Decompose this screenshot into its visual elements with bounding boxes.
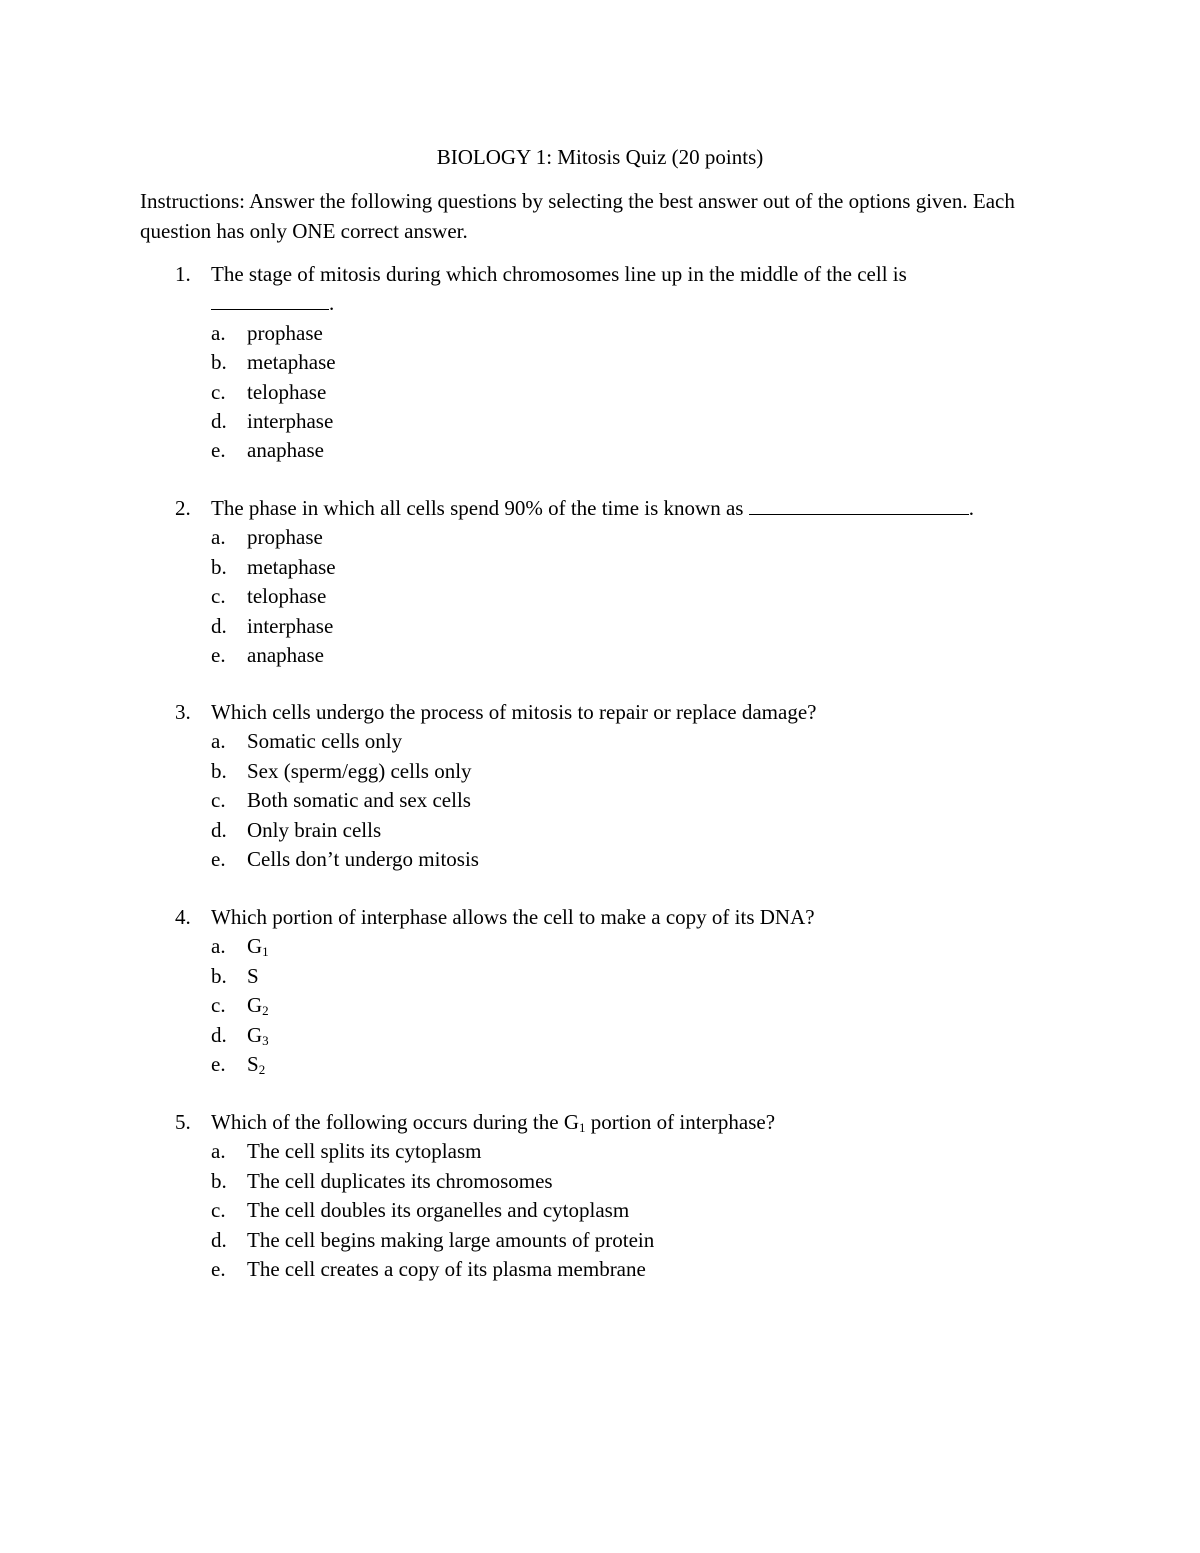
- option-letter: a.: [211, 525, 226, 550]
- option-letter: b.: [211, 350, 227, 375]
- option-text: anaphase: [247, 643, 324, 667]
- option-text: interphase: [247, 409, 334, 433]
- option-text: Only brain cells: [247, 817, 382, 842]
- option-text: anaphase: [247, 438, 324, 463]
- option-text: metaphase: [247, 350, 336, 375]
- question-end-punctuation: .: [968, 496, 974, 520]
- option-text: The cell duplicates its chromosomes: [247, 1168, 553, 1193]
- option-letter: e.: [211, 847, 226, 871]
- option-letter: c.: [211, 788, 226, 813]
- option-text: metaphase: [247, 554, 336, 579]
- question-number: 5.: [175, 1110, 191, 1134]
- question-text: Which portion of interphase allows the cell to make a copy of its DNA?: [211, 905, 815, 929]
- option-letter: b.: [211, 1168, 227, 1193]
- option-subscript: 2: [258, 1062, 266, 1077]
- instructions: Instructions: Answer the following questions by selecting the best answer out of the options given. Each question has only ONE correct answer.: [140, 189, 1015, 243]
- option-text: The cell splits its cytoplasm: [247, 1139, 482, 1164]
- option-letter: b.: [211, 758, 227, 783]
- option-letter: e.: [211, 1257, 226, 1281]
- option-text: prophase: [247, 525, 323, 550]
- question-end-punctuation: .: [329, 291, 335, 316]
- option-text: Sex (sperm/egg) cells only: [247, 758, 472, 783]
- answer-blank: [749, 496, 969, 515]
- option-letter: c.: [211, 584, 226, 609]
- option-text: interphase: [247, 613, 334, 638]
- option-subscript: 2: [262, 1003, 269, 1019]
- option-text: Somatic cells only: [247, 729, 403, 754]
- option-letter: c.: [211, 379, 226, 404]
- option-letter: e.: [211, 438, 226, 463]
- answer-blank: [211, 289, 334, 318]
- option-subscript: 3: [262, 1032, 269, 1048]
- option-letter: c.: [211, 993, 226, 1018]
- option-subscript: 1: [262, 944, 269, 960]
- option-text: Cells don’t undergo mitosis: [247, 847, 479, 871]
- question-text: The stage of mitosis during which chromosomes line up in the middle of the cell is: [211, 262, 907, 286]
- option-text: Both somatic and sex cells: [247, 788, 471, 813]
- option-text: G: [247, 993, 263, 1018]
- option-letter: a.: [211, 729, 226, 754]
- quiz-title: BIOLOGY 1: Mitosis Quiz (20 points): [436, 145, 764, 169]
- question-number: 3.: [175, 700, 191, 724]
- option-letter: e.: [211, 643, 226, 667]
- question-number: 4.: [175, 905, 191, 929]
- option-text: The cell creates a copy of its plasma membrane: [247, 1257, 646, 1281]
- option-letter: d.: [211, 817, 227, 842]
- option-letter: b.: [211, 554, 227, 579]
- question-text-end: portion of interphase?: [585, 1110, 776, 1134]
- option-letter: a.: [211, 1139, 226, 1164]
- option-text: prophase: [247, 320, 323, 345]
- option-letter: a.: [211, 320, 226, 345]
- option-letter: d.: [211, 1227, 227, 1252]
- option-text: G: [247, 934, 263, 959]
- option-letter: d.: [211, 1022, 227, 1047]
- option-text: G: [247, 1022, 263, 1047]
- question-text: Which cells undergo the process of mitosis to repair or replace damage?: [211, 700, 817, 724]
- option-letter: e.: [211, 1052, 226, 1076]
- option-letter: d.: [211, 409, 227, 433]
- question-number: 1.: [175, 262, 191, 286]
- option-letter: d.: [211, 613, 227, 638]
- option-letter: b.: [211, 963, 227, 988]
- option-text: S: [247, 963, 259, 988]
- question-text: Which of the following occurs during the G: [211, 1110, 579, 1134]
- question-subscript: 1: [579, 1120, 586, 1135]
- question-number: 2.: [175, 496, 191, 520]
- option-text: S: [247, 1052, 259, 1076]
- option-text: The cell doubles its organelles and cytoplasm: [247, 1198, 630, 1223]
- option-text: telophase: [247, 379, 327, 404]
- option-letter: c.: [211, 1198, 226, 1223]
- option-text: The cell begins making large amounts of protein: [247, 1227, 655, 1252]
- option-letter: a.: [211, 934, 226, 959]
- option-text: telophase: [247, 584, 327, 609]
- question-text: The phase in which all cells spend 90% of the time is known as: [211, 496, 744, 520]
